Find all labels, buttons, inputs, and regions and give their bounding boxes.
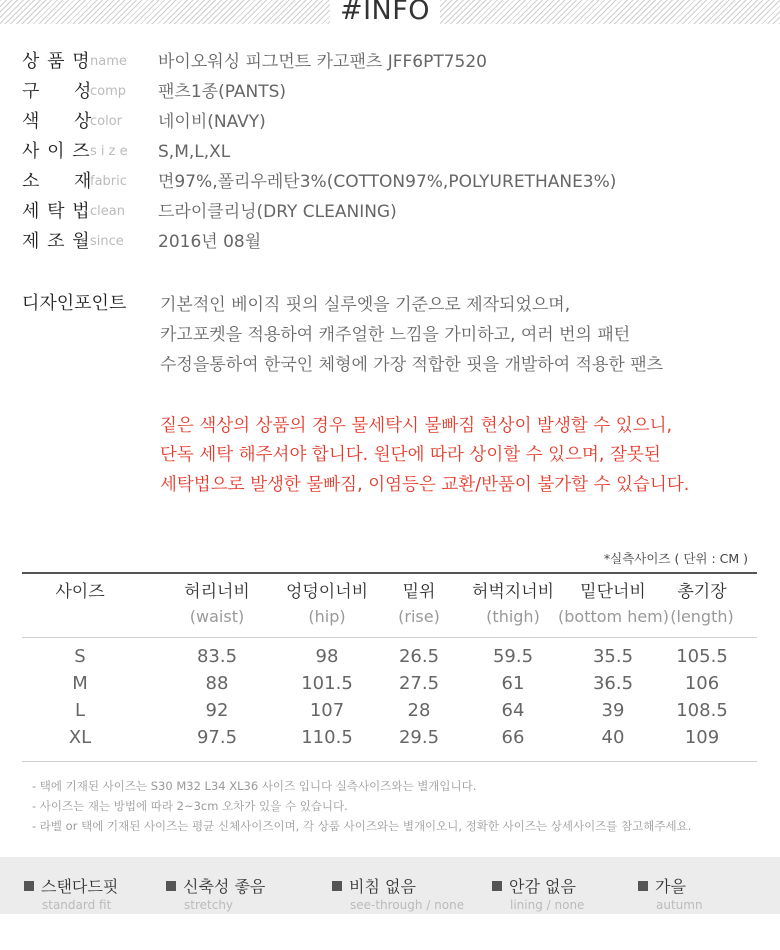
table-cell: 64: [501, 700, 525, 721]
spec-sublabel: name: [90, 54, 127, 69]
column-header: 엉덩이너비: [285, 582, 369, 602]
table-header-rise: [382, 580, 456, 630]
feature-label: 신축성 좋음: [183, 877, 266, 896]
square-bullet-icon: [492, 881, 502, 891]
table-header-thigh: [460, 580, 566, 630]
spec-row-size: [22, 139, 230, 165]
spec-value: 드라이클리닝(DRY CLEANING): [158, 202, 397, 222]
spec-label: 세 탁 법: [22, 201, 91, 222]
spec-row-since: [22, 229, 261, 255]
table-cell: 92: [205, 700, 229, 721]
table-cell: 88: [205, 673, 229, 694]
spec-row-name: [22, 49, 487, 75]
table-cell: 28: [407, 700, 431, 721]
spec-sublabel: s i z e: [90, 144, 128, 159]
spec-sublabel: fabric: [90, 174, 127, 189]
note-line: - 라벨 or 택에 기재된 사이즈는 평균 신체사이즈이며, 각 상품 사이즈와는 별개이오니, 정확한 사이즈는 상세사이즈를 참고해주세요.: [32, 819, 692, 833]
table-cell-size: S: [74, 646, 86, 667]
feature-stretchy: [166, 874, 265, 913]
feature-see-through: [332, 874, 464, 913]
feature-label: 스탠다드핏: [41, 877, 119, 896]
spec-value: S,M,L,XL: [158, 142, 231, 162]
table-cell: 106: [684, 673, 720, 694]
design-text-line: 카고포켓을 적용하여 캐주얼한 느낌을 가미하고, 여러 번의 패턴: [160, 325, 631, 345]
spec-label: 색 상: [22, 111, 93, 132]
spec-sublabel: since: [90, 234, 124, 249]
column-header: 밑단너비: [580, 582, 646, 602]
spec-row-clean: [22, 199, 397, 225]
header-hatch-left: [0, 0, 330, 24]
spec-sublabel: color: [90, 114, 123, 129]
table-bottom-border: [22, 761, 757, 762]
column-header: 밑위: [402, 582, 436, 602]
feature-season: [638, 874, 703, 913]
spec-label: 제 조 월: [22, 231, 91, 252]
page-title: #INFO: [339, 0, 431, 26]
spec-value: 면97%,폴리우레탄3%(COTTON97%,POLYURETHANE3%): [158, 172, 617, 192]
column-header: 총기장: [677, 582, 727, 602]
table-header-bottom-hem: [558, 580, 668, 630]
feature-bar: [0, 857, 780, 914]
warning-text-line: 단독 세탁 해주셔야 합니다. 원단에 따라 상이할 수 있으며, 잘못된: [160, 445, 661, 465]
table-cell: 35.5: [592, 646, 634, 667]
measure-unit-note: *실측사이즈 ( 단위 : CM ): [603, 551, 748, 566]
spec-value: 팬츠1종(PANTS): [158, 82, 287, 102]
feature-sublabel: standard fit: [42, 898, 112, 912]
spec-sublabel: comp: [90, 84, 127, 99]
column-subheader: (length): [670, 607, 734, 626]
table-cell: 40: [601, 727, 625, 748]
feature-standard-fit: [24, 874, 118, 913]
column-subheader: (bottom hem): [558, 607, 670, 626]
square-bullet-icon: [332, 881, 342, 891]
table-cell: 110.5: [301, 727, 353, 748]
spec-sublabel: clean: [90, 204, 125, 219]
table-cell: 105.5: [676, 646, 728, 667]
table-cell-size: L: [74, 700, 86, 721]
spec-label: 구 성: [22, 81, 93, 102]
note-line: - 사이즈는 재는 방법에 따라 2~3cm 오차가 있을 수 있습니다.: [32, 799, 348, 813]
column-header: 사이즈: [55, 582, 105, 602]
table-cell: 98: [315, 646, 339, 667]
spec-row-fabric: [22, 169, 616, 195]
table-cell-size: M: [72, 673, 88, 694]
table-cell: 108.5: [676, 700, 728, 721]
spec-value: 바이오워싱 피그먼트 카고팬츠 JFF6PT7520: [158, 52, 487, 72]
spec-row-comp: [22, 79, 286, 105]
feature-lining: [492, 874, 584, 913]
feature-sublabel: autumn: [656, 898, 703, 912]
table-cell: 109: [684, 727, 720, 748]
table-cell: 83.5: [196, 646, 238, 667]
square-bullet-icon: [24, 881, 34, 891]
table-top-border: [22, 572, 757, 574]
table-cell: 101.5: [301, 673, 353, 694]
column-subheader: (hip): [308, 607, 346, 626]
table-cell: 27.5: [398, 673, 440, 694]
spec-label: 상 품 명: [22, 51, 91, 72]
table-cell: 97.5: [196, 727, 238, 748]
warning-text-line: 세탁법으로 발생한 물빠짐, 이염등은 교환/반품이 불가할 수 있습니다.: [160, 475, 690, 495]
column-subheader: (thigh): [486, 607, 540, 626]
square-bullet-icon: [166, 881, 176, 891]
spec-label: 소 재: [22, 171, 93, 192]
feature-label: 비침 없음: [349, 877, 416, 896]
spec-row-color: [22, 109, 266, 135]
table-cell: 39: [601, 700, 625, 721]
table-cell-size: XL: [68, 727, 92, 748]
table-header-hip: [272, 580, 382, 630]
feature-label: 안감 없음: [509, 877, 576, 896]
column-subheader: (waist): [189, 607, 245, 626]
table-cell: 29.5: [398, 727, 440, 748]
feature-label: 가을: [655, 877, 686, 896]
table-header-waist: [162, 580, 272, 630]
header-hatch-right: [440, 0, 780, 24]
note-line: - 택에 기재된 사이즈는 S30 M32 L34 XL36 사이즈 입니다 실측사이즈와는 별개입니다.: [32, 779, 477, 793]
table-header-size: [30, 580, 130, 604]
design-text-line: 수정을통하여 한국인 체형에 가장 적합한 핏을 개발하여 적용한 팬츠: [160, 355, 664, 375]
design-text-line: 기본적인 베이직 핏의 실루엣을 기준으로 제작되었으며,: [160, 295, 571, 315]
table-cell: 59.5: [492, 646, 534, 667]
column-subheader: (rise): [398, 607, 440, 626]
column-header: 허리너비: [184, 582, 250, 602]
spec-value: 2016년 08월: [158, 232, 262, 252]
spec-value: 네이비(NAVY): [158, 112, 266, 132]
feature-sublabel: see-through / none: [350, 898, 465, 912]
feature-sublabel: lining / none: [510, 898, 585, 912]
spec-label: 사 이 즈: [22, 141, 91, 162]
feature-sublabel: stretchy: [184, 898, 234, 912]
table-cell: 61: [501, 673, 525, 694]
table-header-length: [664, 580, 740, 630]
warning-text-line: 짙은 색상의 상품의 경우 물세탁시 물빠짐 현상이 발생할 수 있으니,: [160, 416, 673, 436]
table-cell: 107: [309, 700, 345, 721]
table-cell: 66: [501, 727, 525, 748]
design-point-label: 디자인포인트: [22, 293, 127, 314]
table-header-divider: [22, 637, 757, 638]
table-cell: 26.5: [398, 646, 440, 667]
square-bullet-icon: [638, 881, 648, 891]
table-cell: 36.5: [592, 673, 634, 694]
column-header: 허벅지너비: [471, 582, 555, 602]
